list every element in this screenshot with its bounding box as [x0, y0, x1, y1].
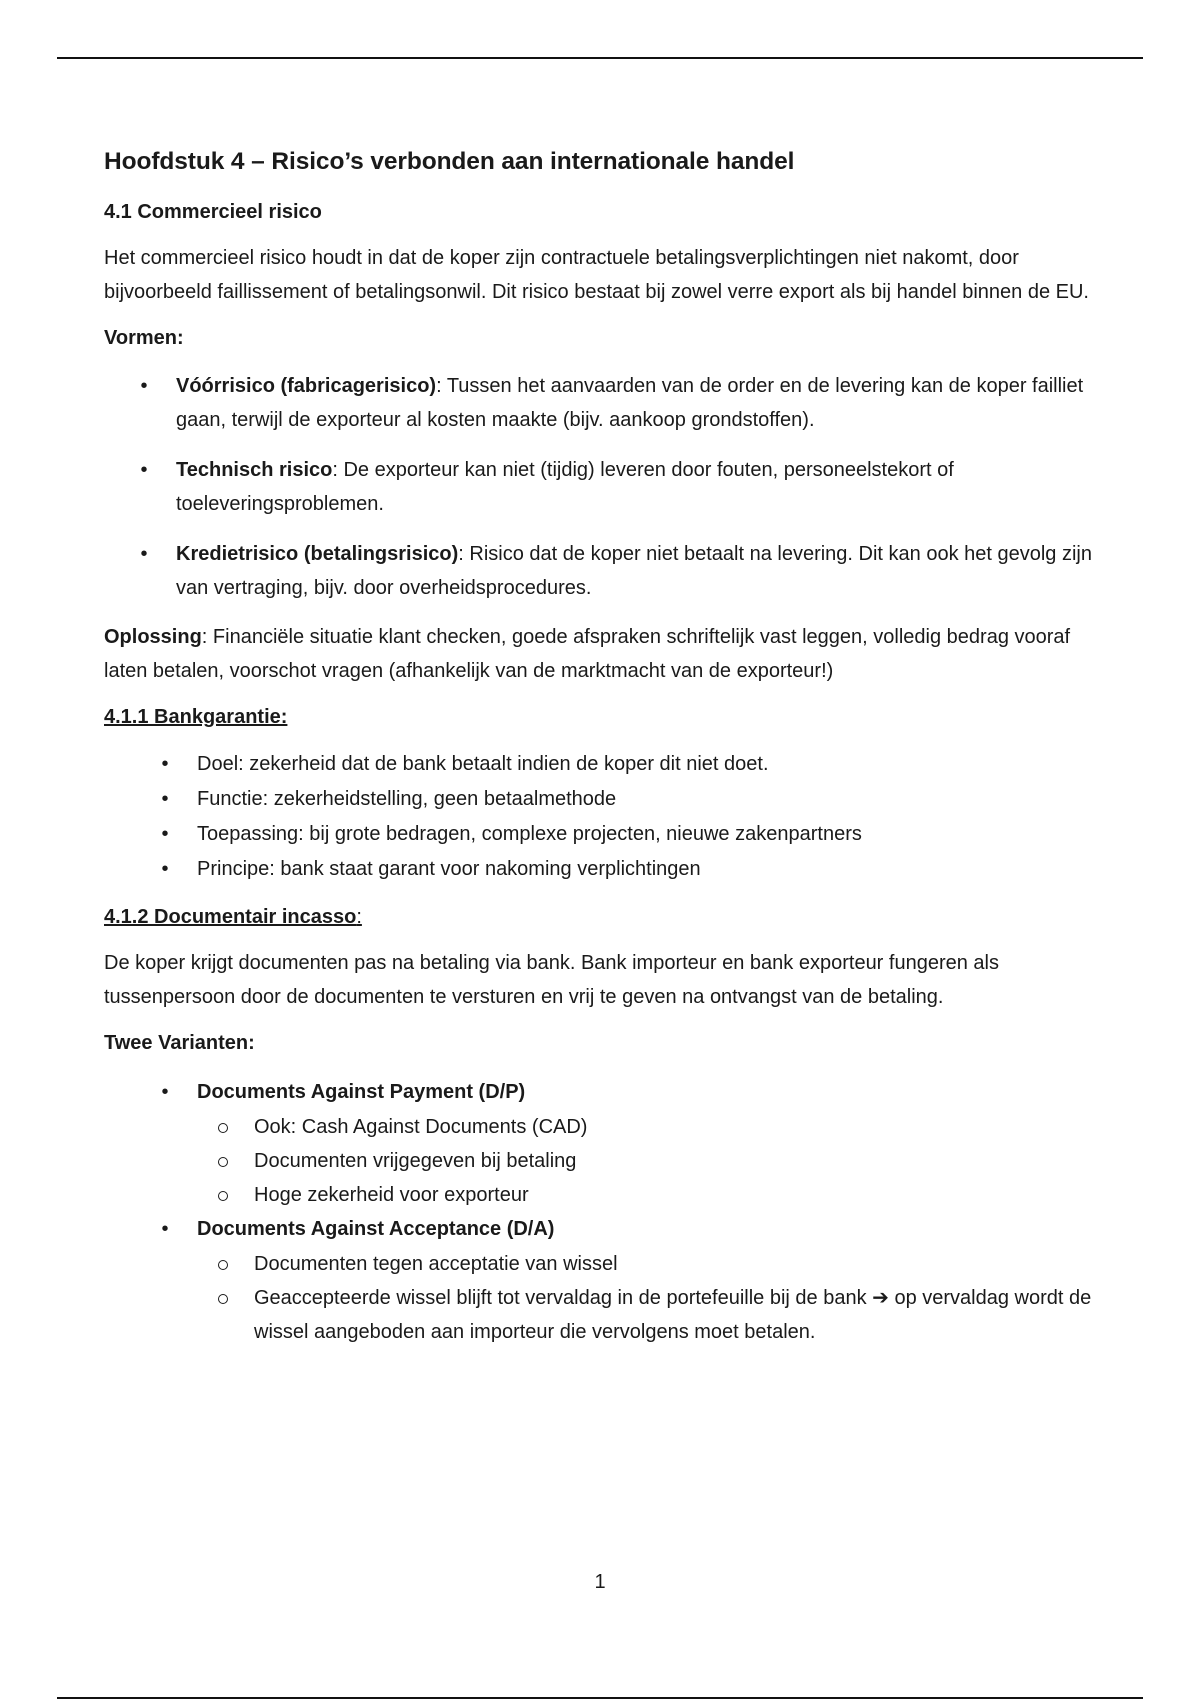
section-heading-suffix: : [356, 906, 362, 928]
solution-paragraph [104, 621, 1104, 688]
circle-bullet-icon [218, 1123, 228, 1133]
forms-list [138, 370, 1104, 605]
list-item [138, 538, 1104, 605]
list-item-text: Functie: zekerheidstelling, geen betaalmethode [197, 788, 617, 810]
list-item [159, 817, 1104, 852]
list-item-text: Hoge zekerheid voor exporteur [254, 1184, 529, 1206]
variants-label: Twee Varianten: [104, 1032, 255, 1054]
list-item-term: Kredietrisico (betalingsrisico) [176, 543, 459, 565]
section-heading-4-1: 4.1 Commercieel risico [104, 201, 322, 223]
section-heading-4-1-2 [104, 903, 1104, 931]
variant-title: Documents Against Acceptance (D/A) [197, 1218, 555, 1240]
list-item-text: : Tussen het aanvaarden van de order en de levering kan de koper failliet gaan, terwijl de exporteur al kosten maakte (bijv. aankoop grondstoffen). [176, 375, 1084, 431]
list-item-text: Toepassing: bij grote bedragen, complexe projecten, nieuwe zakenpartners [197, 823, 862, 845]
bullet-icon: • [161, 1218, 169, 1240]
list-item-text: : De exporteur kan niet (tijdig) leveren door fouten, personeelstekort of toeleveringsproblemen. [176, 459, 954, 515]
variant-points [216, 1247, 1104, 1349]
bullet-icon: • [161, 858, 169, 880]
bullet-icon: • [161, 753, 169, 775]
section-4-1-2-intro: De koper krijgt documenten pas na betaling via bank. Bank importeur en bank exporteur fungeren als tussenpersoon door de documenten te versturen en vrij te geven na ontvangst van de betaling. [104, 952, 999, 1008]
variant-title: Documents Against Payment (D/P) [197, 1081, 526, 1103]
bullet-icon: • [140, 459, 148, 481]
bullet-icon: • [161, 823, 169, 845]
list-item [216, 1247, 1104, 1281]
list-item-text: Documenten tegen acceptatie van wissel [254, 1253, 618, 1275]
forms-label: Vormen: [104, 327, 184, 349]
chapter-title: Hoofdstuk 4 – Risico’s verbonden aan internationale handel [104, 148, 795, 175]
list-item-text: Doel: zekerheid dat de bank betaalt indien de koper dit niet doet. [197, 753, 769, 775]
solution-label: Oplossing [104, 626, 202, 648]
circle-bullet-icon [218, 1294, 228, 1304]
bullet-icon: • [140, 543, 148, 565]
solution-text: : Financiële situatie klant checken, goede afspraken schriftelijk vast leggen, volledig bedrag vooraf laten betalen, voorschot vragen (afhankelijk van de marktmacht van de exporteur!) [104, 626, 1071, 682]
variants-list [159, 1075, 1104, 1349]
section-heading-text: 4.1.2 Documentair incasso [104, 906, 357, 928]
header-rule [57, 57, 1143, 59]
list-item [216, 1110, 1104, 1144]
bullet-icon: • [161, 1081, 169, 1103]
footer-rule [57, 1697, 1143, 1699]
list-item-text: Ook: Cash Against Documents (CAD) [254, 1116, 588, 1138]
section-heading-4-1-1: 4.1.1 Bankgarantie: [104, 706, 288, 728]
list-item-term: Vóórrisico (fabricagerisico) [176, 375, 437, 397]
list-item-text: Documenten vrijgegeven bij betaling [254, 1150, 577, 1172]
circle-bullet-icon [218, 1157, 228, 1167]
bankgarantie-list [159, 747, 1104, 887]
bullet-icon: • [161, 788, 169, 810]
page-number: 1 [594, 1571, 606, 1593]
list-item [216, 1178, 1104, 1212]
circle-bullet-icon [218, 1260, 228, 1270]
section-4-1-intro: Het commercieel risico houdt in dat de koper zijn contractuele betalingsverplichtingen niet nakomt, door bijvoorbeeld faillissement of betalingsonwil. Dit risico bestaat bij zowel verre export als bij handel binnen de EU. [104, 247, 1089, 303]
list-item-text: : Risico dat de koper niet betaalt na levering. Dit kan ook het gevolg zijn van vertraging, bijv. door overheidsprocedures. [176, 543, 1092, 599]
list-item [159, 747, 1104, 782]
variant-points [216, 1110, 1104, 1212]
circle-bullet-icon [218, 1191, 228, 1201]
list-item [159, 852, 1104, 887]
list-item [138, 370, 1104, 437]
list-item [138, 454, 1104, 521]
list-item-text: Geaccepteerde wissel blijft tot vervaldag in de portefeuille bij de bank ➔ op vervaldag wordt de wissel aangeboden aan importeur die vervolgens moet betalen. [254, 1287, 1092, 1343]
list-item [216, 1144, 1104, 1178]
list-item [159, 1075, 1104, 1212]
list-item [216, 1281, 1104, 1349]
document-page [104, 146, 1104, 1349]
list-item [159, 782, 1104, 817]
list-item-text: Principe: bank staat garant voor nakoming verplichtingen [197, 858, 701, 880]
list-item-term: Technisch risico [176, 459, 333, 481]
bullet-icon: • [140, 375, 148, 397]
list-item [159, 1212, 1104, 1349]
